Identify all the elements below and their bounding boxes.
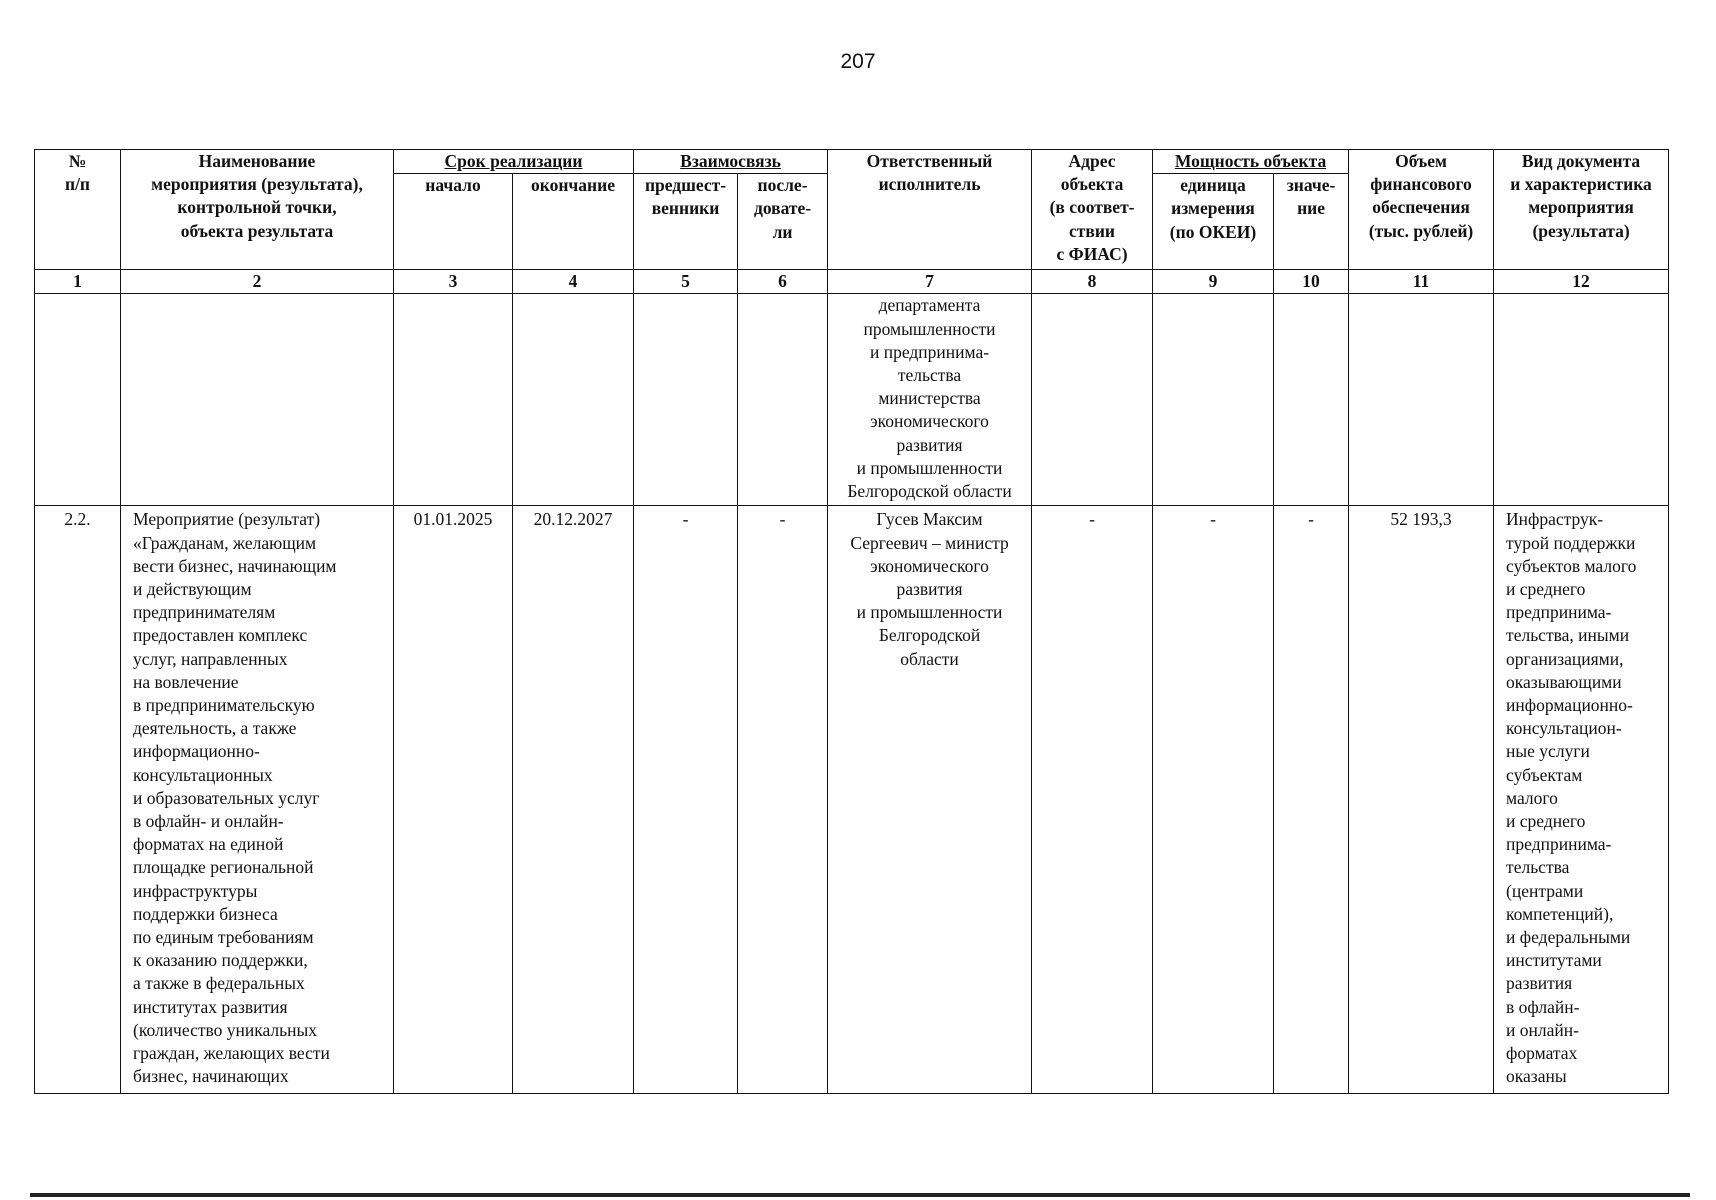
column-number: 6	[738, 270, 828, 294]
header-col-amount: Объем финансового обеспечения (тыс. рублей)	[1349, 150, 1494, 270]
cell-doc-type: Инфраструк- турой поддержки субъектов малого и среднего предпринима- тельства, иными организациями, оказывающими информационно- консультацион- ные услуги субъектам малого и среднего предпринима- тельства (центрами компетенций), и федеральными институтами развития в офлайн- и онлайн- форматах оказаны	[1494, 506, 1669, 1094]
table-row-continued	[35, 294, 1669, 506]
header-col-num: № п/п	[35, 150, 121, 270]
bottom-rule	[30, 1193, 1690, 1197]
header-col-unit: единица измерения (по ОКЕИ)	[1153, 174, 1274, 270]
column-number: 8	[1032, 270, 1153, 294]
column-number: 3	[394, 270, 513, 294]
cell-unit: -	[1153, 506, 1274, 1094]
cell-address: -	[1032, 506, 1153, 1094]
header-col-start: начало	[394, 174, 513, 270]
header-col-value: значе- ние	[1274, 174, 1349, 270]
column-number: 1	[35, 270, 121, 294]
header-col-predecessors: предшест- венники	[634, 174, 738, 270]
column-number: 11	[1349, 270, 1494, 294]
column-number: 5	[634, 270, 738, 294]
header-col-name: Наименование мероприятия (результата), контрольной точки, объекта результата	[121, 150, 394, 270]
cell-predecessors: -	[634, 506, 738, 1094]
cell-successors: -	[738, 506, 828, 1094]
header-col-doc-type: Вид документа и характеристика мероприятия (результата)	[1494, 150, 1669, 270]
column-number: 10	[1274, 270, 1349, 294]
cell-executor: департамента промышленности и предпринима- тельства министерства экономического развития и промышленности Белгородской области	[828, 294, 1032, 506]
header-col-end: окончание	[513, 174, 634, 270]
header-col-executor: Ответственный исполнитель	[828, 150, 1032, 270]
column-number: 9	[1153, 270, 1274, 294]
header-group-capacity: Мощность объекта	[1153, 150, 1349, 174]
column-number: 4	[513, 270, 634, 294]
cell-amount: 52 193,3	[1349, 506, 1494, 1094]
header-group-link: Взаимосвязь	[634, 150, 828, 174]
header-col-address: Адрес объекта (в соответ- ствии с ФИАС)	[1032, 150, 1153, 270]
cell-executor: Гусев Максим Сергеевич – министр экономического развития и промышленности Белгородской области	[828, 506, 1032, 1094]
cell-name: Мероприятие (результат) «Гражданам, желающим вести бизнес, начинающим и действующим предпринимателям предоставлен комплекс услуг, направленных на вовлечение в предпринимательскую деятельность, а также информационно- консультационных и образовательных услуг в офлайн- и онлайн- форматах на единой площадке региональной инфраструктуры поддержки бизнеса по единым требованиям к оказанию поддержки, а также в федеральных институтах развития (количество уникальных граждан, желающих вести бизнес, начинающих	[121, 506, 394, 1094]
page-number: 207	[840, 50, 876, 73]
header-col-successors: после- довате- ли	[738, 174, 828, 270]
activity-table	[34, 149, 1669, 1094]
header-group-term: Срок реализации	[394, 150, 634, 174]
column-number: 2	[121, 270, 394, 294]
table-row-2-2	[35, 506, 1669, 1094]
cell-value: -	[1274, 506, 1349, 1094]
column-number: 7	[828, 270, 1032, 294]
cell-num: 2.2.	[35, 506, 121, 1094]
cell-start: 01.01.2025	[394, 506, 513, 1094]
cell-end: 20.12.2027	[513, 506, 634, 1094]
column-number: 12	[1494, 270, 1669, 294]
